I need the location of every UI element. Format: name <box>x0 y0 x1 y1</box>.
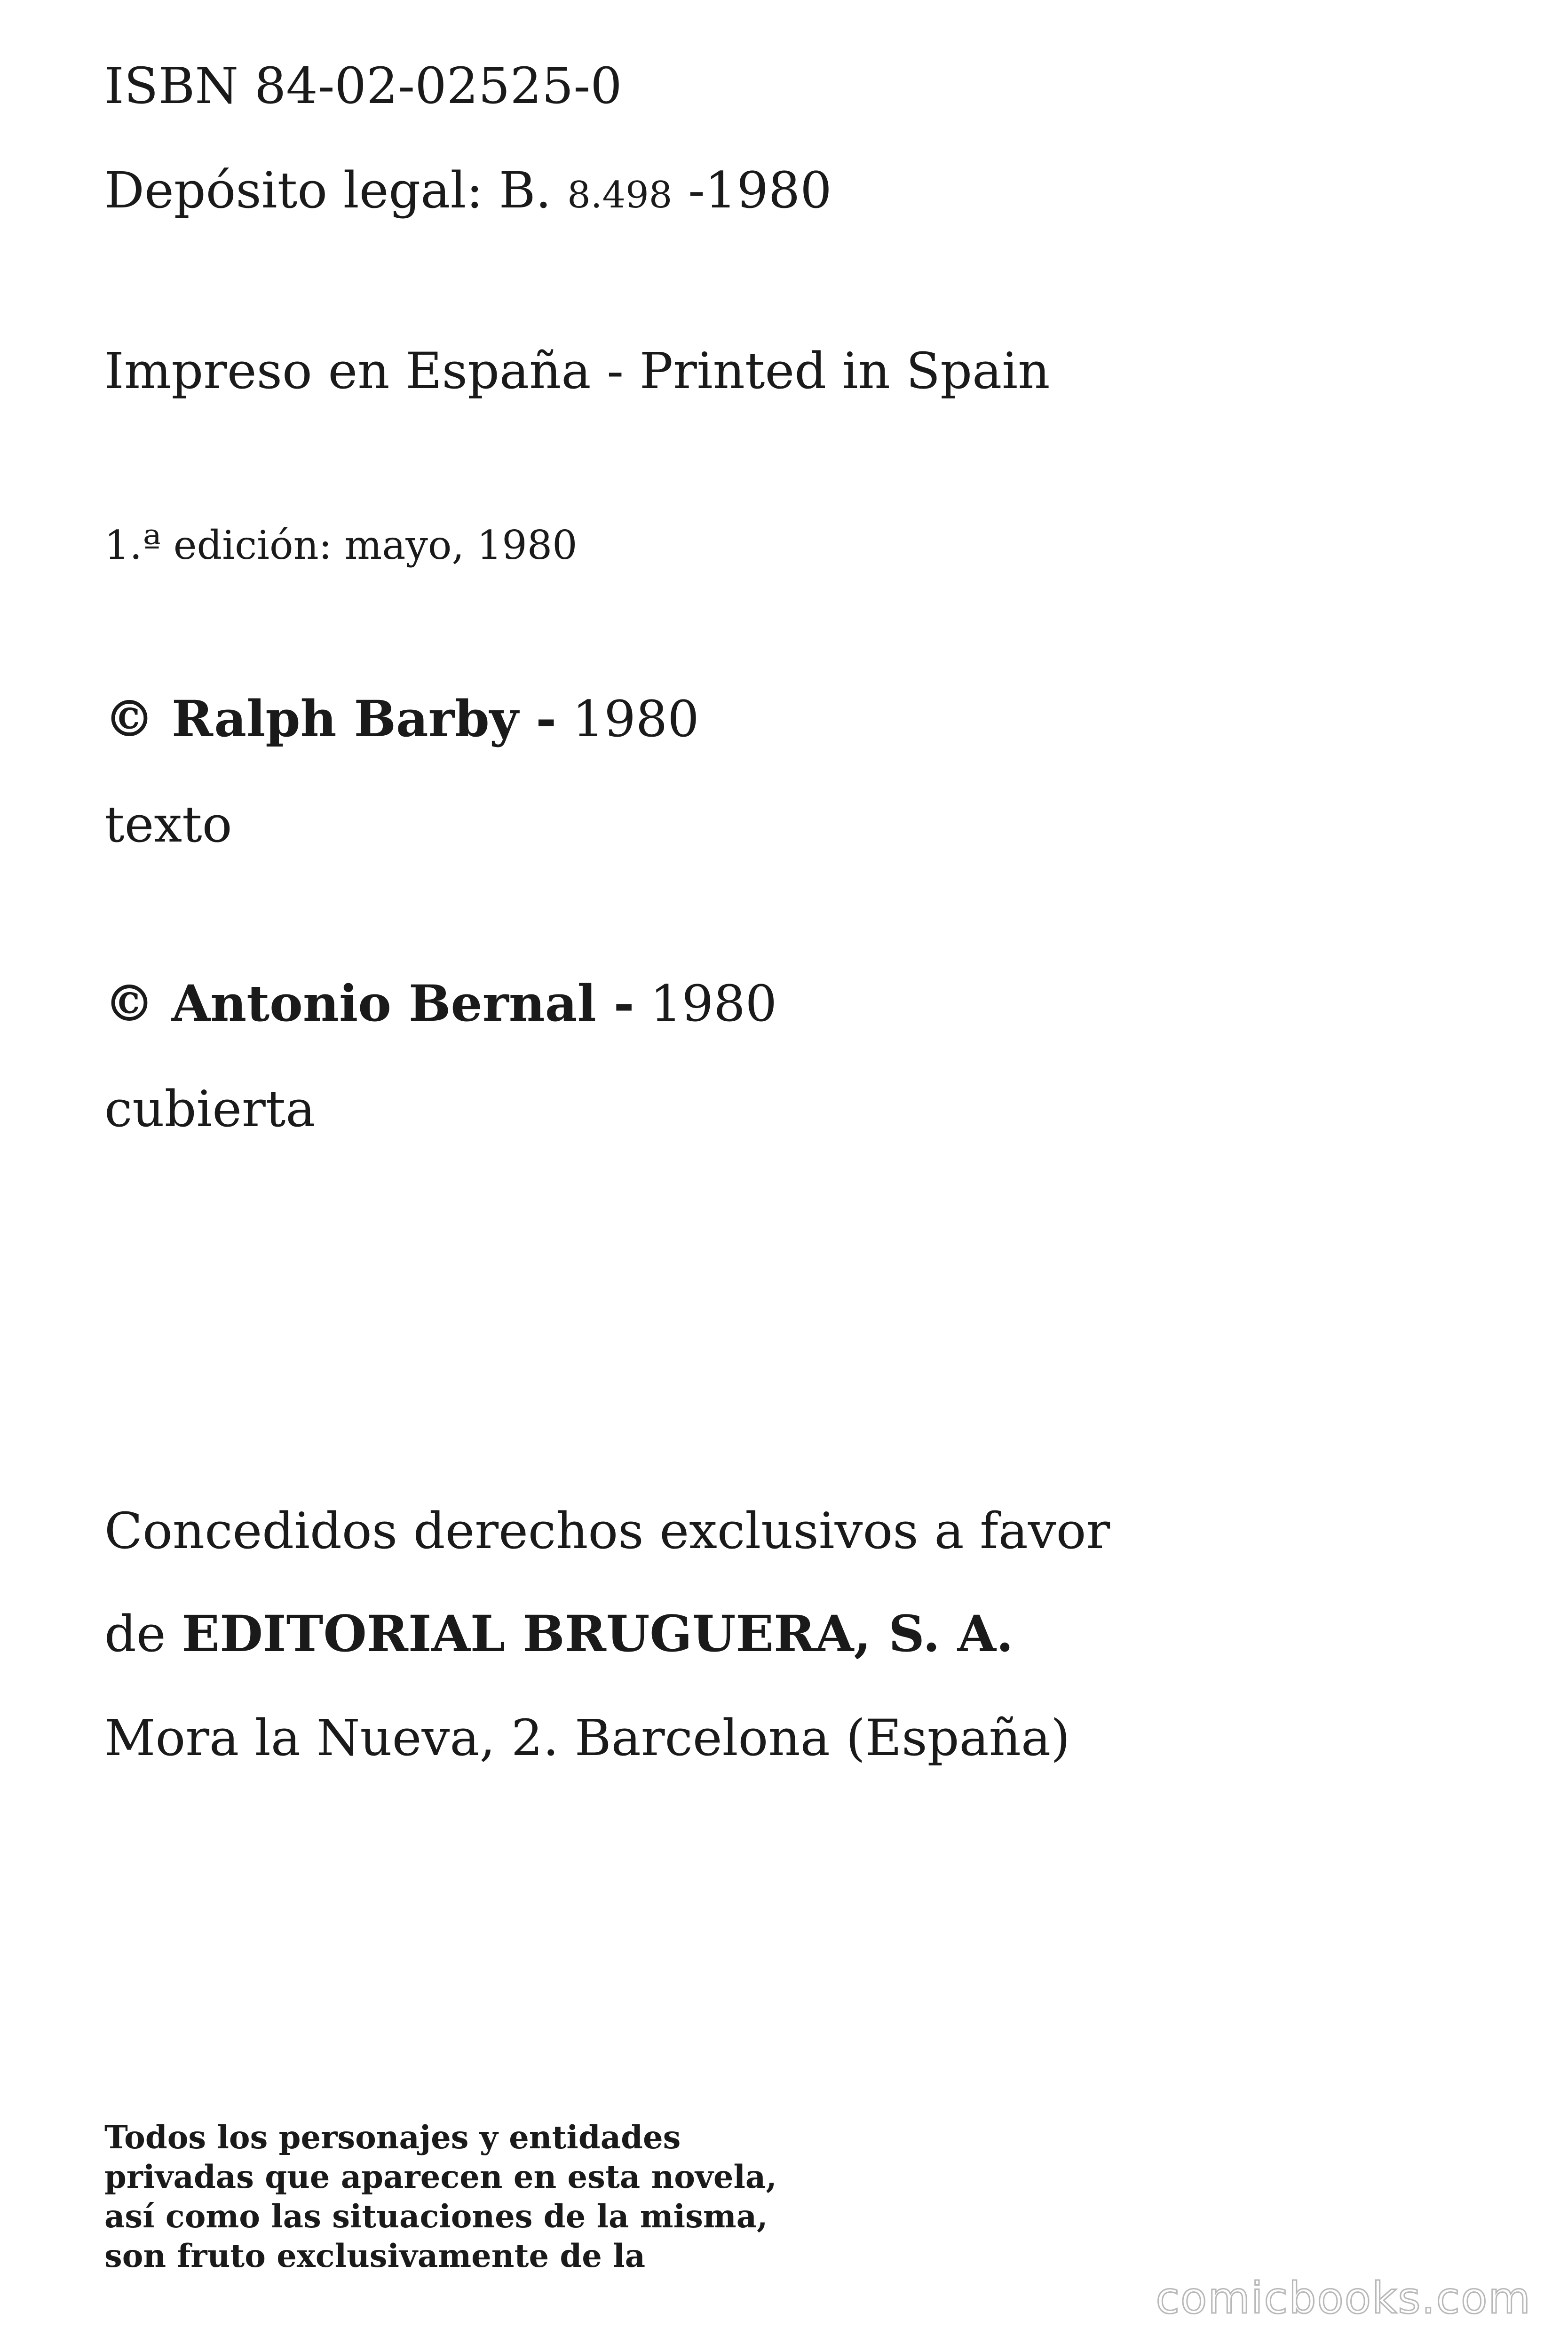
copyright-cover-line <box>104 974 777 1033</box>
disclaimer-line: son fruto exclusivamente de la <box>104 2237 646 2274</box>
printed-in-line: Impreso en España - Printed in Spain <box>104 342 1050 400</box>
rights-prefix: de <box>104 1605 166 1663</box>
disclaimer-line: privadas que aparecen en esta novela, <box>104 2158 777 2195</box>
copyright-author-role: texto <box>104 795 232 853</box>
publisher-address: Mora la Nueva, 2. Barcelona (España) <box>104 1709 1070 1767</box>
deposito-prefix: Depósito legal: B. <box>104 161 552 219</box>
rights-line-1: Concedidos derechos exclusivos a favor <box>104 1502 1110 1560</box>
copyright-author-name: © Ralph Barby - <box>104 689 557 748</box>
copyright-cover-name: © Antonio Bernal - <box>104 974 634 1033</box>
disclaimer-line: así como las situaciones de la misma, <box>104 2198 768 2235</box>
watermark: comicbooks.com <box>1156 2273 1531 2323</box>
copyright-cover-role: cubierta <box>104 1080 316 1138</box>
publisher-name: EDITORIAL BRUGUERA, S. A. <box>182 1604 1014 1663</box>
deposito-year: -1980 <box>688 161 832 219</box>
disclaimer-line: Todos los personajes y entidades <box>104 2119 681 2156</box>
deposito-number: 8.498 <box>567 174 673 216</box>
rights-line-2 <box>104 1604 1014 1663</box>
deposito-legal-line <box>104 161 832 219</box>
copyright-author-year: 1980 <box>572 690 699 748</box>
copyright-author-line <box>104 689 699 748</box>
copyright-cover-year: 1980 <box>650 975 777 1033</box>
disclaimer-block <box>104 2118 777 2276</box>
edition-line: 1.ª edición: mayo, 1980 <box>104 522 578 568</box>
isbn-line: ISBN 84-02-02525-0 <box>104 57 622 115</box>
